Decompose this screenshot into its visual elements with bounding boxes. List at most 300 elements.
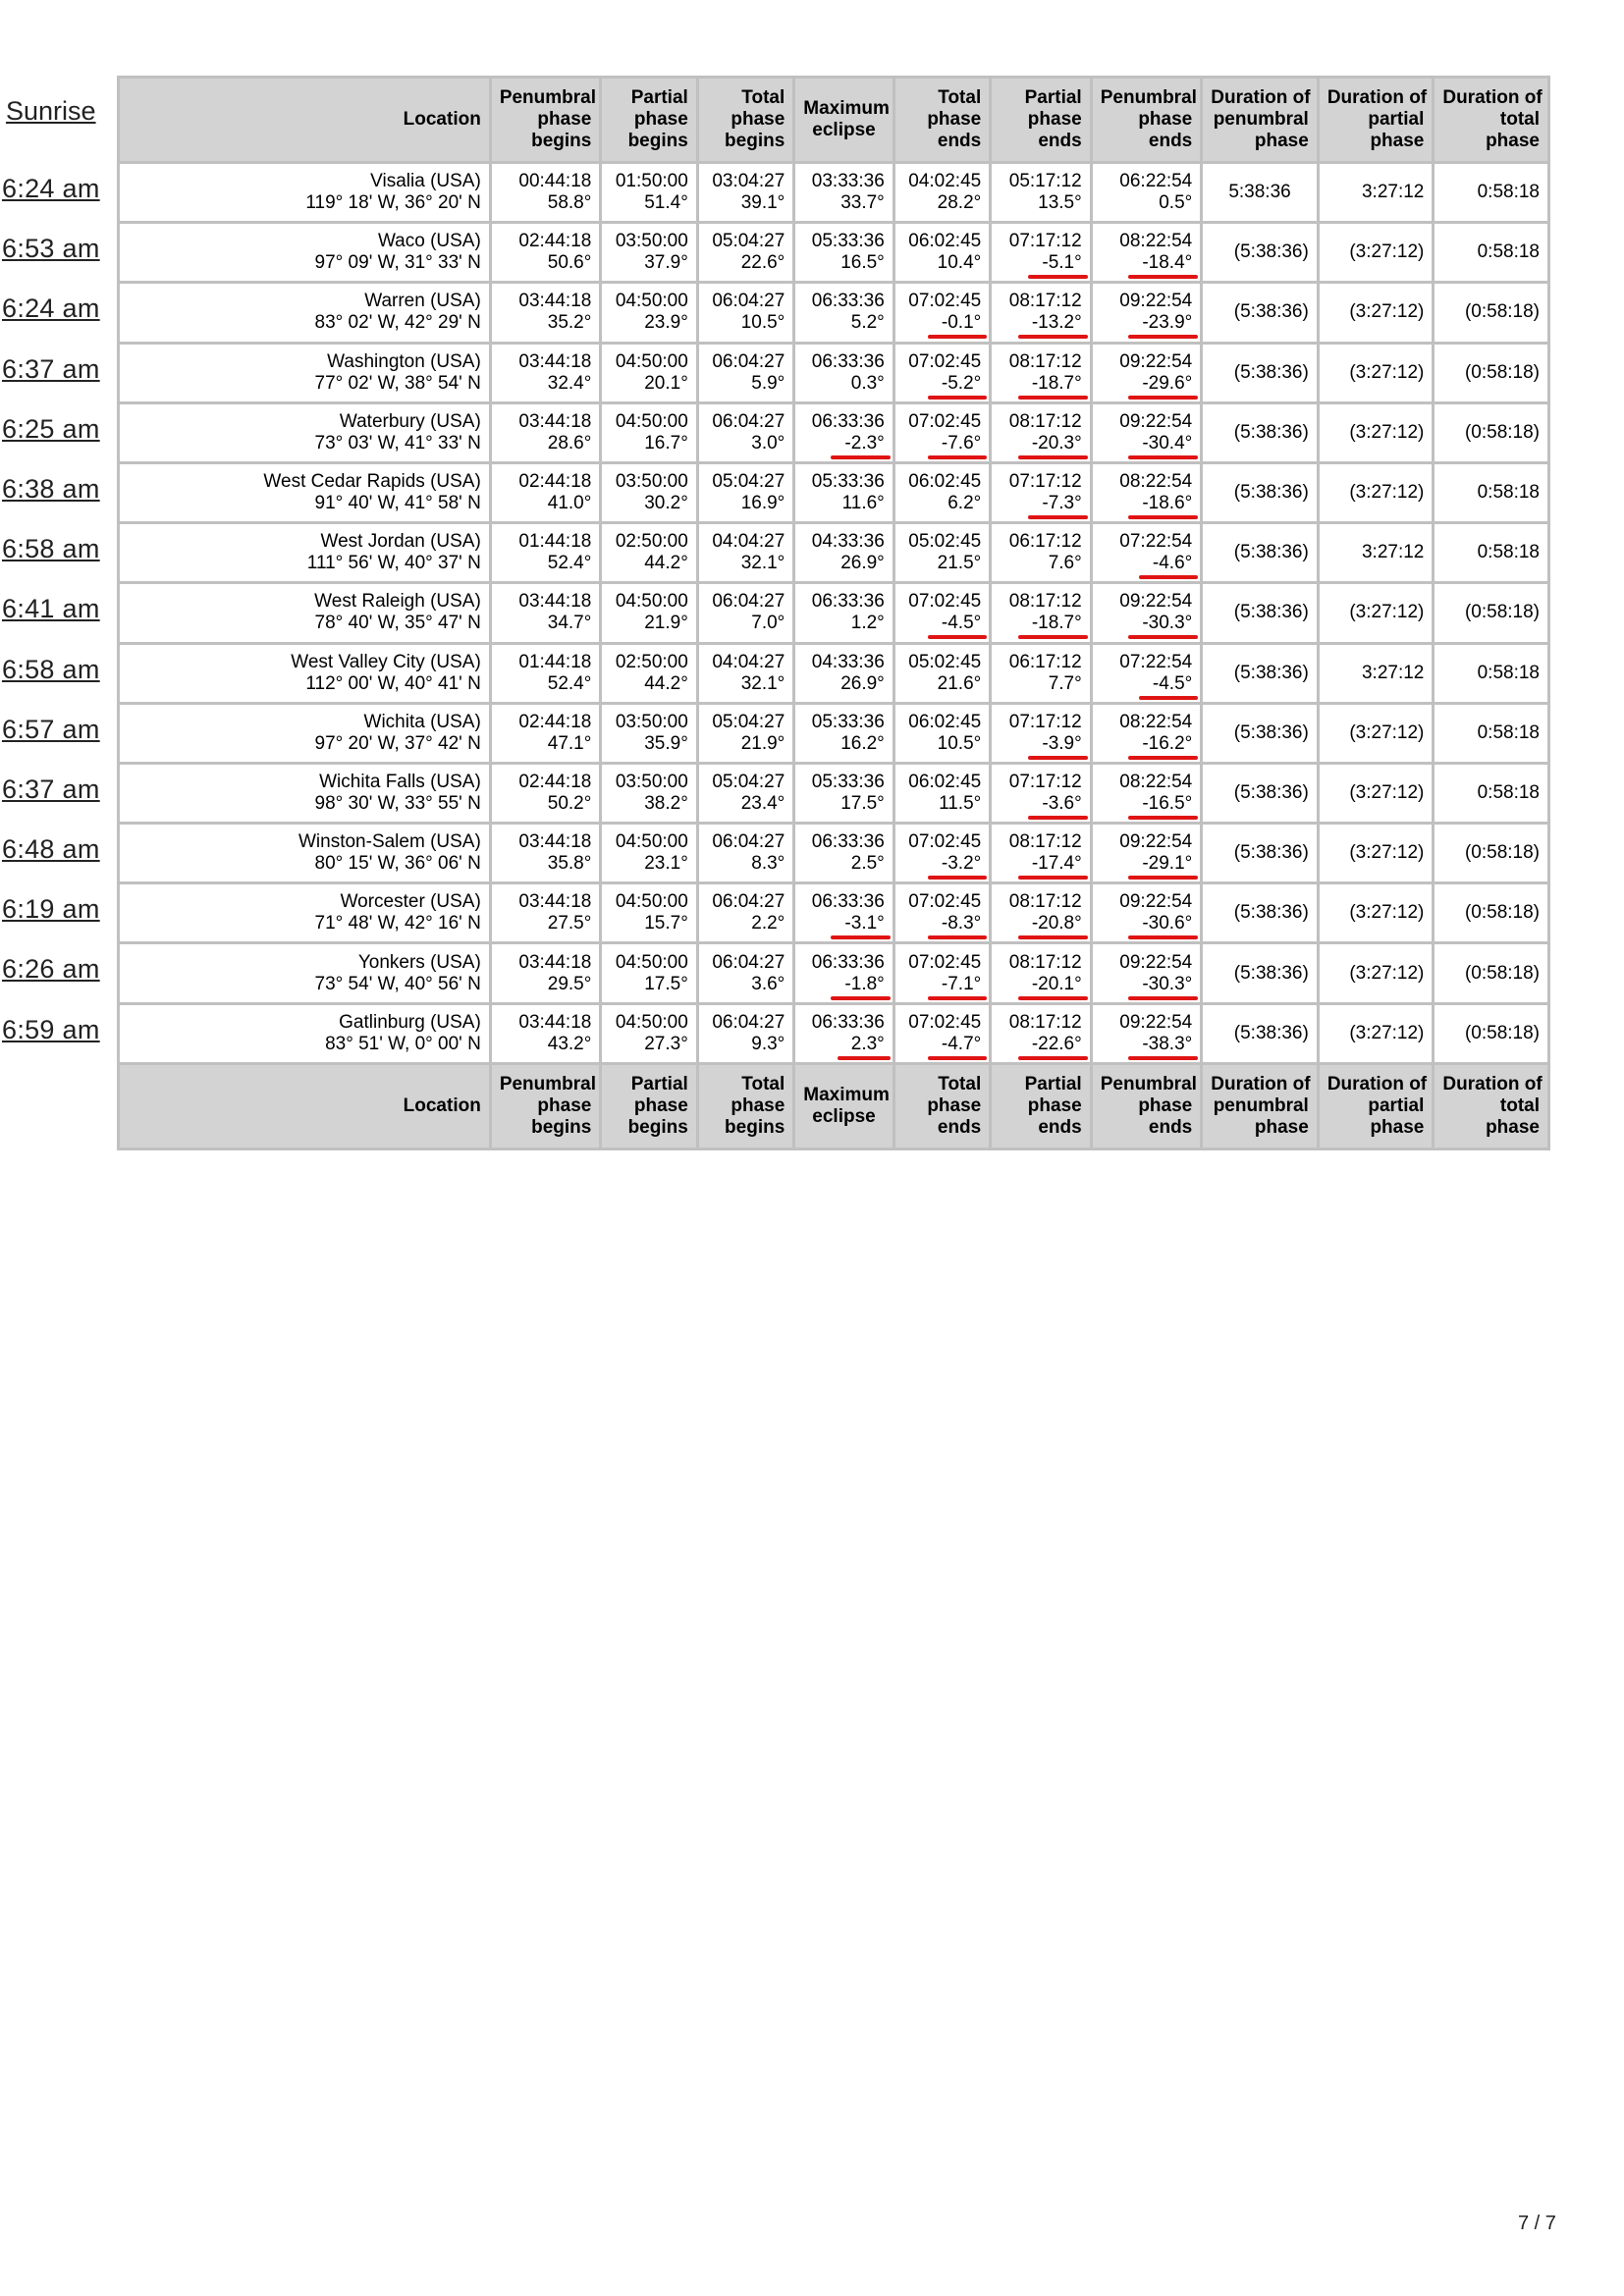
phase-time: 03:44:18 bbox=[518, 1011, 592, 1033]
altitude-below-horizon bbox=[1000, 373, 1081, 395]
altitude-below-horizon bbox=[1000, 974, 1081, 995]
altitude-below-horizon bbox=[1000, 733, 1081, 755]
duration-cell: (3:27:12) bbox=[1318, 343, 1434, 402]
phase-time-cell bbox=[893, 643, 990, 703]
table-row bbox=[119, 402, 1549, 462]
phase-time: 05:02:45 bbox=[908, 531, 982, 553]
moon-altitude: 16.5° bbox=[840, 252, 885, 274]
altitude-below-horizon bbox=[803, 913, 884, 934]
column-header-line: phase bbox=[1027, 109, 1082, 130]
phase-time-cell bbox=[991, 343, 1091, 402]
phase-time: 06:04:27 bbox=[712, 831, 785, 853]
sunrise-cell[interactable] bbox=[0, 164, 118, 224]
moon-altitude: 27.5° bbox=[547, 913, 592, 934]
moon-altitude: -7.3° bbox=[1042, 493, 1082, 514]
phase-time-cell bbox=[490, 402, 601, 462]
sunrise-header-link[interactable]: Sunrise bbox=[6, 96, 96, 126]
phase-time-cell bbox=[991, 943, 1091, 1003]
phase-time: 08:17:12 bbox=[1008, 291, 1082, 312]
altitude-below-horizon bbox=[1101, 553, 1193, 574]
sunrise-cell[interactable] bbox=[0, 584, 118, 644]
moon-altitude: 51.4° bbox=[644, 192, 688, 214]
column-header-line: Duration of bbox=[1326, 1073, 1428, 1095]
location-name: West Cedar Rapids (USA) bbox=[263, 471, 481, 493]
sunrise-time-link[interactable]: 6:48 am bbox=[2, 834, 100, 865]
phase-time-cell bbox=[1091, 703, 1202, 763]
phase-time: 06:33:36 bbox=[811, 951, 885, 973]
table-row bbox=[119, 1003, 1549, 1063]
location-name: Wichita Falls (USA) bbox=[319, 771, 481, 792]
location-coords: 83° 51' W, 0° 00' N bbox=[325, 1033, 481, 1054]
moon-altitude: 35.2° bbox=[547, 312, 592, 334]
phase-time: 03:50:00 bbox=[615, 231, 688, 252]
phase-time-cell bbox=[697, 703, 793, 763]
location-cell bbox=[119, 462, 491, 522]
sunrise-cell[interactable] bbox=[0, 1005, 118, 1065]
column-header bbox=[1202, 78, 1319, 163]
moon-altitude: 44.2° bbox=[644, 672, 688, 694]
moon-altitude: 10.5° bbox=[937, 732, 982, 754]
location-coords: 97° 20' W, 37° 42' N bbox=[314, 732, 481, 754]
sunrise-time-link[interactable]: 6:37 am bbox=[2, 353, 100, 384]
phase-time-cell bbox=[991, 763, 1091, 823]
moon-altitude: 29.5° bbox=[547, 973, 592, 994]
sunrise-cell[interactable] bbox=[0, 825, 118, 884]
phase-time-cell bbox=[697, 583, 793, 643]
phase-time: 07:02:45 bbox=[908, 410, 982, 432]
phase-time-cell bbox=[490, 343, 601, 402]
moon-altitude: 7.6° bbox=[1048, 553, 1082, 574]
phase-time-cell bbox=[1091, 283, 1202, 343]
column-header-line: Maximum bbox=[803, 1084, 890, 1105]
duration-cell: (5:38:36) bbox=[1202, 703, 1319, 763]
phase-time-cell bbox=[991, 283, 1091, 343]
altitude-below-horizon bbox=[1101, 974, 1193, 995]
phase-time-cell bbox=[490, 523, 601, 583]
column-header bbox=[1434, 78, 1549, 163]
phase-time-cell bbox=[601, 462, 697, 522]
sunrise-header[interactable] bbox=[0, 77, 118, 164]
sunrise-time-link[interactable]: 6:24 am bbox=[2, 174, 100, 203]
phase-time: 06:33:36 bbox=[811, 410, 885, 432]
phase-time: 03:50:00 bbox=[615, 771, 688, 792]
phase-time-cell bbox=[794, 824, 893, 883]
phase-time: 03:44:18 bbox=[518, 891, 592, 913]
phase-time-cell bbox=[490, 824, 601, 883]
phase-time-cell bbox=[794, 343, 893, 402]
sunrise-cell[interactable] bbox=[0, 645, 118, 705]
moon-altitude: -3.9° bbox=[1042, 732, 1082, 754]
altitude-below-horizon bbox=[1000, 853, 1081, 875]
altitude-below-horizon bbox=[1000, 1034, 1081, 1055]
phase-time: 02:44:18 bbox=[518, 231, 592, 252]
phase-time-cell bbox=[893, 163, 990, 223]
eclipse-times-table bbox=[117, 76, 1550, 1150]
moon-altitude: 30.2° bbox=[644, 493, 688, 514]
phase-time: 06:04:27 bbox=[712, 1011, 785, 1033]
moon-altitude: -18.4° bbox=[1142, 252, 1193, 274]
phase-time: 09:22:54 bbox=[1119, 951, 1193, 973]
column-header bbox=[991, 1063, 1091, 1148]
column-header-line: phase bbox=[731, 1095, 785, 1116]
column-header bbox=[601, 78, 697, 163]
moon-altitude: 3.0° bbox=[751, 432, 785, 454]
table-row bbox=[119, 462, 1549, 522]
phase-time: 06:04:27 bbox=[712, 951, 785, 973]
location-coords: 97° 09' W, 31° 33' N bbox=[314, 252, 481, 274]
sunrise-cell[interactable] bbox=[0, 284, 118, 344]
column-header-line: phase bbox=[1370, 131, 1425, 151]
sunrise-time-link[interactable]: 6:53 am bbox=[2, 234, 100, 264]
location-name: Visalia (USA) bbox=[370, 171, 481, 192]
duration-cell: (0:58:18) bbox=[1434, 583, 1549, 643]
sunrise-time-link[interactable]: 6:59 am bbox=[2, 1014, 100, 1044]
phase-time-cell bbox=[601, 163, 697, 223]
phase-time-cell bbox=[490, 283, 601, 343]
duration-cell: (0:58:18) bbox=[1434, 402, 1549, 462]
altitude-below-horizon bbox=[1000, 252, 1081, 274]
sunrise-cell[interactable] bbox=[0, 464, 118, 524]
phase-time-cell bbox=[794, 402, 893, 462]
phase-time-cell bbox=[697, 763, 793, 823]
phase-time: 06:33:36 bbox=[811, 350, 885, 372]
phase-time-cell bbox=[601, 402, 697, 462]
altitude-below-horizon bbox=[1101, 853, 1193, 875]
moon-altitude: -20.1° bbox=[1031, 973, 1082, 994]
phase-time-cell bbox=[1091, 643, 1202, 703]
moon-altitude: -5.1° bbox=[1042, 252, 1082, 274]
moon-altitude: 50.6° bbox=[547, 252, 592, 274]
column-header-line: phase bbox=[1254, 131, 1309, 151]
phase-time-cell bbox=[991, 163, 1091, 223]
phase-time: 06:02:45 bbox=[908, 711, 982, 732]
phase-time-cell bbox=[794, 283, 893, 343]
duration-cell: (5:38:36) bbox=[1202, 402, 1319, 462]
phase-time-cell bbox=[1091, 824, 1202, 883]
phase-time: 03:44:18 bbox=[518, 350, 592, 372]
duration-cell: 0:58:18 bbox=[1434, 523, 1549, 583]
sunrise-cell[interactable] bbox=[0, 224, 118, 284]
location-coords: 111° 56' W, 40° 37' N bbox=[306, 553, 481, 574]
moon-altitude: -5.2° bbox=[941, 372, 982, 394]
column-header-line: Duration of bbox=[1211, 87, 1311, 108]
moon-altitude: -4.5° bbox=[1152, 672, 1193, 694]
location-cell bbox=[119, 223, 491, 283]
phase-time: 06:33:36 bbox=[811, 831, 885, 853]
duration-cell: (0:58:18) bbox=[1434, 883, 1549, 943]
sunrise-time-link[interactable]: 6:57 am bbox=[2, 714, 100, 744]
table-row bbox=[119, 343, 1549, 402]
phase-time: 04:50:00 bbox=[615, 831, 688, 853]
duration-cell: (3:27:12) bbox=[1318, 824, 1434, 883]
column-header-line: Duration of bbox=[1326, 87, 1428, 108]
column-header-line: Partial bbox=[1024, 87, 1082, 108]
location-coords: 71° 48' W, 42° 16' N bbox=[314, 913, 481, 934]
moon-altitude: -38.3° bbox=[1142, 1033, 1193, 1054]
phase-time-cell bbox=[490, 1003, 601, 1063]
moon-altitude: -18.7° bbox=[1031, 372, 1082, 394]
phase-time-cell bbox=[601, 223, 697, 283]
column-header-line: total bbox=[1499, 1095, 1540, 1116]
sunrise-time-link[interactable]: 6:19 am bbox=[2, 894, 100, 925]
moon-altitude: 16.2° bbox=[840, 732, 885, 754]
moon-altitude: 35.8° bbox=[547, 853, 592, 875]
phase-time-cell bbox=[601, 943, 697, 1003]
table-row bbox=[119, 523, 1549, 583]
table-row bbox=[119, 583, 1549, 643]
moon-altitude: 8.3° bbox=[751, 853, 785, 875]
location-coords: 91° 40' W, 41° 58' N bbox=[314, 493, 481, 514]
phase-time: 09:22:54 bbox=[1119, 291, 1193, 312]
moon-altitude: 3.6° bbox=[751, 973, 785, 994]
sunrise-time-link[interactable]: 6:25 am bbox=[2, 413, 100, 444]
sunrise-cell[interactable] bbox=[0, 765, 118, 825]
duration-cell: (5:38:36) bbox=[1202, 523, 1319, 583]
altitude-below-horizon bbox=[903, 974, 981, 995]
location-name: West Valley City (USA) bbox=[291, 651, 481, 672]
moon-altitude: 2.3° bbox=[850, 1033, 885, 1054]
column-header bbox=[119, 78, 491, 163]
sunrise-time-link[interactable]: 6:24 am bbox=[2, 294, 100, 324]
moon-altitude: -30.3° bbox=[1142, 973, 1193, 994]
location-coords: 83° 02' W, 42° 29' N bbox=[314, 312, 481, 334]
phase-time: 04:50:00 bbox=[615, 291, 688, 312]
phase-time-cell bbox=[697, 883, 793, 943]
duration-cell: 0:58:18 bbox=[1434, 643, 1549, 703]
moon-altitude: 7.0° bbox=[751, 613, 785, 634]
sunrise-time-link[interactable]: 6:37 am bbox=[2, 774, 100, 804]
phase-time-cell bbox=[1091, 402, 1202, 462]
duration-cell: 0:58:18 bbox=[1434, 223, 1549, 283]
phase-time-cell bbox=[1091, 583, 1202, 643]
phase-time: 04:33:36 bbox=[811, 651, 885, 672]
sunrise-time-link[interactable]: 6:26 am bbox=[2, 954, 100, 985]
column-header bbox=[1434, 1063, 1549, 1148]
moon-altitude: -2.3° bbox=[844, 432, 885, 454]
phase-time-cell bbox=[1091, 343, 1202, 402]
moon-altitude: -16.5° bbox=[1142, 792, 1193, 814]
column-header-line: partial bbox=[1368, 1095, 1425, 1116]
column-header-line: ends bbox=[937, 131, 982, 151]
phase-time-cell bbox=[794, 763, 893, 823]
phase-time: 03:44:18 bbox=[518, 591, 592, 613]
phase-time-cell bbox=[794, 943, 893, 1003]
location-name: Washington (USA) bbox=[327, 350, 481, 372]
column-header-line: partial bbox=[1368, 109, 1425, 130]
phase-time-cell bbox=[893, 223, 990, 283]
location-coords: 98° 30' W, 33° 55' N bbox=[314, 792, 481, 814]
moon-altitude: -0.1° bbox=[941, 312, 982, 334]
moon-altitude: 47.1° bbox=[547, 732, 592, 754]
phase-time: 06:04:27 bbox=[712, 350, 785, 372]
phase-time-cell bbox=[601, 343, 697, 402]
duration-cell: (3:27:12) bbox=[1318, 223, 1434, 283]
column-header-line: ends bbox=[1038, 1116, 1082, 1138]
location-coords: 73° 03' W, 41° 33' N bbox=[314, 432, 481, 454]
phase-time-cell bbox=[991, 824, 1091, 883]
moon-altitude: 41.0° bbox=[547, 493, 592, 514]
duration-cell: 3:27:12 bbox=[1318, 163, 1434, 223]
phase-time-cell bbox=[991, 643, 1091, 703]
column-header-line: penumbral bbox=[1213, 1095, 1309, 1116]
altitude-below-horizon bbox=[1000, 433, 1081, 454]
phase-time: 05:33:36 bbox=[811, 471, 885, 493]
column-header-line: ends bbox=[1148, 131, 1193, 151]
phase-time-cell bbox=[794, 643, 893, 703]
phase-time: 08:17:12 bbox=[1008, 831, 1082, 853]
sunrise-cell[interactable] bbox=[0, 705, 118, 765]
phase-time: 06:33:36 bbox=[811, 891, 885, 913]
altitude-below-horizon bbox=[1000, 793, 1081, 815]
column-header-line: ends bbox=[937, 1116, 982, 1138]
table-row bbox=[119, 824, 1549, 883]
sunrise-cell[interactable] bbox=[0, 884, 118, 944]
phase-time-cell bbox=[893, 883, 990, 943]
duration-cell: (3:27:12) bbox=[1318, 283, 1434, 343]
moon-altitude: 17.5° bbox=[644, 973, 688, 994]
moon-altitude: 37.9° bbox=[644, 252, 688, 274]
column-header-line: Total bbox=[938, 1073, 982, 1095]
moon-altitude: 16.7° bbox=[644, 432, 688, 454]
column-header-line: total bbox=[1499, 109, 1540, 130]
phase-time-cell bbox=[490, 703, 601, 763]
phase-time: 02:44:18 bbox=[518, 471, 592, 493]
sunrise-cell[interactable] bbox=[0, 944, 118, 1004]
table-row bbox=[119, 943, 1549, 1003]
column-header bbox=[1318, 1063, 1434, 1148]
phase-time: 07:22:54 bbox=[1119, 651, 1193, 672]
column-header-line: Penumbral bbox=[1100, 1073, 1197, 1095]
location-name: Waco (USA) bbox=[377, 231, 481, 252]
phase-time: 04:04:27 bbox=[712, 651, 785, 672]
sunrise-time-link[interactable]: 6:41 am bbox=[2, 594, 100, 624]
altitude-below-horizon bbox=[903, 853, 981, 875]
altitude-below-horizon bbox=[803, 974, 884, 995]
phase-time-cell bbox=[697, 283, 793, 343]
moon-altitude: -7.1° bbox=[941, 973, 982, 994]
moon-altitude: 35.9° bbox=[644, 732, 688, 754]
location-name: Gatlinburg (USA) bbox=[339, 1011, 481, 1033]
phase-time-cell bbox=[697, 223, 793, 283]
phase-time: 04:50:00 bbox=[615, 951, 688, 973]
moon-altitude: 10.5° bbox=[740, 312, 785, 334]
location-coords: 80° 15' W, 36° 06' N bbox=[314, 853, 481, 875]
column-header-line: phase bbox=[633, 109, 688, 130]
sunrise-cell[interactable] bbox=[0, 404, 118, 464]
column-header-line: Total bbox=[938, 87, 982, 108]
phase-time: 09:22:54 bbox=[1119, 410, 1193, 432]
moon-altitude: -29.6° bbox=[1142, 372, 1193, 394]
table-row bbox=[119, 643, 1549, 703]
phase-time-cell bbox=[1091, 763, 1202, 823]
phase-time: 09:22:54 bbox=[1119, 891, 1193, 913]
moon-altitude: 13.5° bbox=[1038, 192, 1082, 214]
phase-time: 05:04:27 bbox=[712, 231, 785, 252]
duration-cell: (5:38:36) bbox=[1202, 883, 1319, 943]
phase-time: 01:44:18 bbox=[518, 531, 592, 553]
phase-time: 06:17:12 bbox=[1008, 531, 1082, 553]
sunrise-time-link[interactable]: 6:38 am bbox=[2, 473, 100, 504]
duration-cell: (0:58:18) bbox=[1434, 943, 1549, 1003]
phase-time: 04:50:00 bbox=[615, 591, 688, 613]
moon-altitude: 32.1° bbox=[740, 553, 785, 574]
moon-altitude: 11.6° bbox=[841, 493, 885, 514]
location-cell bbox=[119, 824, 491, 883]
duration-cell: (5:38:36) bbox=[1202, 462, 1319, 522]
altitude-below-horizon bbox=[1000, 312, 1081, 334]
phase-time-cell bbox=[893, 343, 990, 402]
column-header-line: phase bbox=[1138, 1095, 1193, 1116]
phase-time-cell bbox=[1091, 943, 1202, 1003]
moon-altitude: -16.2° bbox=[1142, 732, 1193, 754]
column-header-line: Total bbox=[741, 87, 785, 108]
sunrise-time-link[interactable]: 6:58 am bbox=[2, 534, 100, 564]
altitude-below-horizon bbox=[803, 433, 884, 454]
moon-altitude: 58.8° bbox=[547, 192, 592, 214]
phase-time: 06:22:54 bbox=[1119, 171, 1193, 192]
altitude-below-horizon bbox=[1101, 493, 1193, 514]
duration-cell: (3:27:12) bbox=[1318, 1003, 1434, 1063]
phase-time: 07:02:45 bbox=[908, 591, 982, 613]
moon-altitude: 26.9° bbox=[840, 553, 885, 574]
phase-time: 03:44:18 bbox=[518, 291, 592, 312]
sunrise-cell[interactable] bbox=[0, 524, 118, 584]
altitude-below-horizon bbox=[1101, 433, 1193, 454]
phase-time-cell bbox=[601, 523, 697, 583]
duration-cell: 5:38:36 bbox=[1202, 163, 1319, 223]
location-coords: 112° 00' W, 40° 41' N bbox=[305, 672, 481, 694]
table-header-row bbox=[119, 78, 1549, 163]
altitude-below-horizon bbox=[1000, 613, 1081, 634]
sunrise-column bbox=[0, 77, 118, 1065]
duration-cell: (3:27:12) bbox=[1318, 462, 1434, 522]
phase-time: 08:22:54 bbox=[1119, 471, 1193, 493]
sunrise-time-link[interactable]: 6:58 am bbox=[2, 654, 100, 684]
phase-time-cell bbox=[1091, 883, 1202, 943]
phase-time-cell bbox=[794, 523, 893, 583]
altitude-below-horizon bbox=[1101, 913, 1193, 934]
location-cell bbox=[119, 703, 491, 763]
moon-altitude: 2.2° bbox=[751, 913, 785, 934]
sunrise-cell[interactable] bbox=[0, 345, 118, 404]
location-coords: 73° 54' W, 40° 56' N bbox=[314, 973, 481, 994]
phase-time-cell bbox=[601, 763, 697, 823]
phase-time-cell bbox=[697, 402, 793, 462]
phase-time-cell bbox=[893, 283, 990, 343]
phase-time: 06:04:27 bbox=[712, 410, 785, 432]
column-header-line: begins bbox=[725, 131, 785, 151]
phase-time: 05:33:36 bbox=[811, 711, 885, 732]
altitude-below-horizon bbox=[1101, 613, 1193, 634]
phase-time: 00:44:18 bbox=[518, 171, 592, 192]
column-header-line: ends bbox=[1038, 131, 1082, 151]
moon-altitude: -13.2° bbox=[1031, 312, 1082, 334]
moon-altitude: -29.1° bbox=[1142, 853, 1193, 875]
moon-altitude: 52.4° bbox=[547, 672, 592, 694]
phase-time: 04:50:00 bbox=[615, 1011, 688, 1033]
table-row bbox=[119, 283, 1549, 343]
moon-altitude: 10.4° bbox=[937, 252, 982, 274]
location-cell bbox=[119, 402, 491, 462]
altitude-below-horizon bbox=[903, 312, 981, 334]
phase-time: 04:02:45 bbox=[908, 171, 982, 192]
moon-altitude: -18.6° bbox=[1142, 493, 1193, 514]
moon-altitude: 23.9° bbox=[644, 312, 688, 334]
moon-altitude: -3.2° bbox=[941, 853, 982, 875]
phase-time: 08:17:12 bbox=[1008, 1011, 1082, 1033]
moon-altitude: 21.5° bbox=[937, 553, 982, 574]
altitude-below-horizon bbox=[1000, 493, 1081, 514]
